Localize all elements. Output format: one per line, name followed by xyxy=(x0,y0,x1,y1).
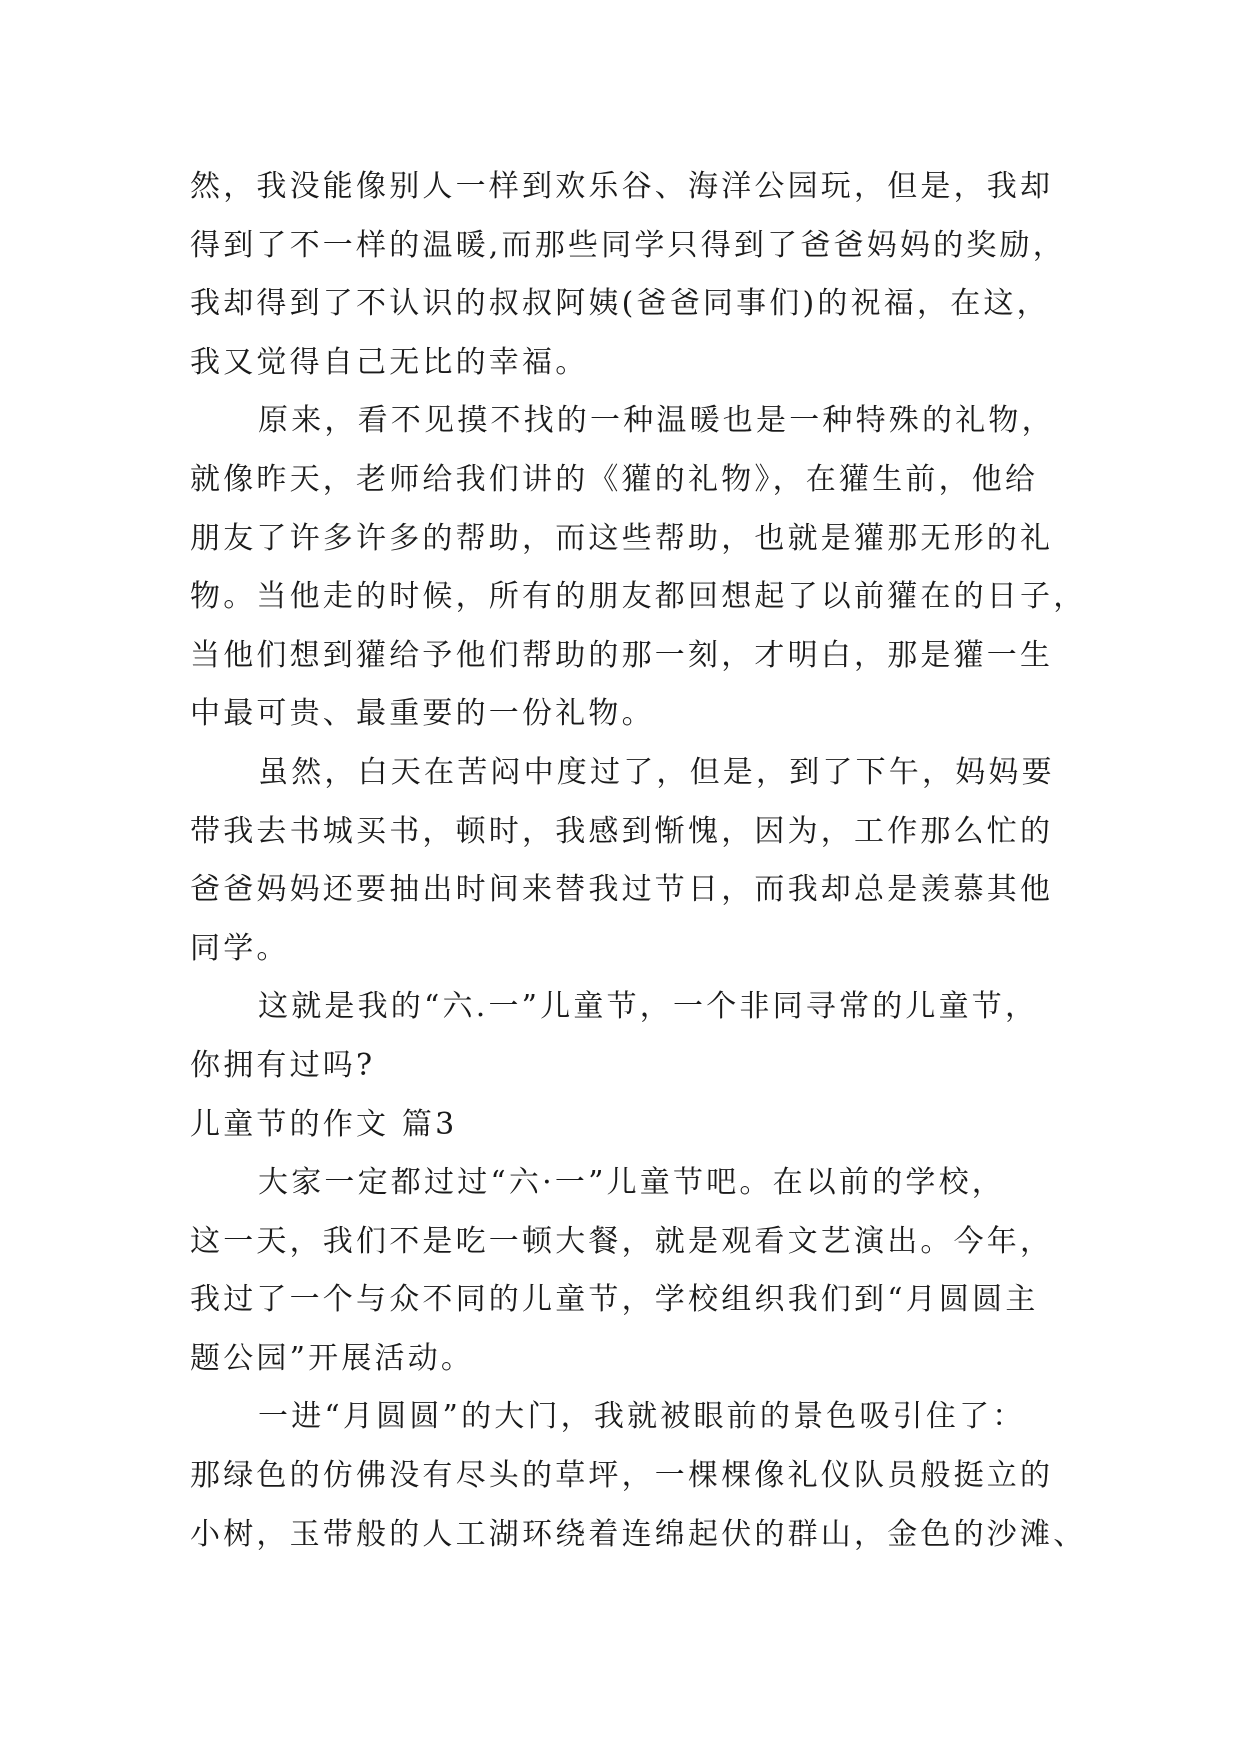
text-line: 我却得到了不认识的叔叔阿姨(爸爸同事们)的祝福，在这， xyxy=(190,286,1050,322)
text-line: 这一天，我们不是吃一顿大餐，就是观看文艺演出。今年， xyxy=(190,1223,1054,1259)
text-line: 我又觉得自己无比的幸福。 xyxy=(190,344,589,380)
text-line: 你拥有过吗? xyxy=(190,1047,376,1083)
text-line: 得到了不一样的温暖,而那些同学只得到了爸爸妈妈的奖励， xyxy=(190,227,1066,263)
paragraph-start-line: 大家一定都过过“六·一”儿童节吧。在以前的学校， xyxy=(258,1165,1006,1201)
text-line: 我过了一个与众不同的儿童节，学校组织我们到“月圆圆主 xyxy=(190,1282,1039,1318)
paragraph-start-line: 这就是我的“六.一”儿童节，一个非同寻常的儿童节， xyxy=(258,989,1039,1025)
paragraph-start-line: 虽然，白天在苦闷中度过了，但是，到了下午，妈妈要 xyxy=(258,754,1055,790)
text-line: 小树，玉带般的人工湖环绕着连绵起伏的群山，金色的沙滩、 xyxy=(190,1516,1087,1552)
text-line: 物。当他走的时候，所有的朋友都回想起了以前獾在的日子， xyxy=(190,579,1087,615)
section-heading: 儿童节的作文 篇3 xyxy=(190,1106,458,1142)
text-line: 那绿色的仿佛没有尽头的草坪，一棵棵像礼仪队员般挺立的 xyxy=(190,1458,1054,1494)
text-line: 带我去书城买书，顿时，我感到惭愧，因为，工作那么忙的 xyxy=(190,813,1054,849)
text-line: 同学。 xyxy=(190,930,290,966)
text-line: 朋友了许多许多的帮助，而这些帮助，也就是獾那无形的礼 xyxy=(190,520,1054,556)
text-line: 然，我没能像别人一样到欢乐谷、海洋公园玩，但是，我却 xyxy=(190,169,1054,204)
text-line: 就像昨天，老师给我们讲的《獾的礼物》，在獾生前，他给 xyxy=(190,461,1039,497)
text-line: 题公园”开展活动。 xyxy=(190,1340,475,1376)
paragraph-start-line: 一进“月圆圆”的大门，我就被眼前的景色吸引住了： xyxy=(258,1399,1026,1435)
document-body xyxy=(190,158,1090,1564)
paragraph-start-line: 原来，看不见摸不找的一种温暖也是一种特殊的礼物， xyxy=(258,403,1055,439)
text-line: 当他们想到獾给予他们帮助的那一刻，才明白，那是獾一生 xyxy=(190,637,1054,673)
text-line: 中最可贵、最重要的一份礼物。 xyxy=(190,696,655,732)
text-line: 爸爸妈妈还要抽出时间来替我过节日，而我却总是羡慕其他 xyxy=(190,872,1054,908)
